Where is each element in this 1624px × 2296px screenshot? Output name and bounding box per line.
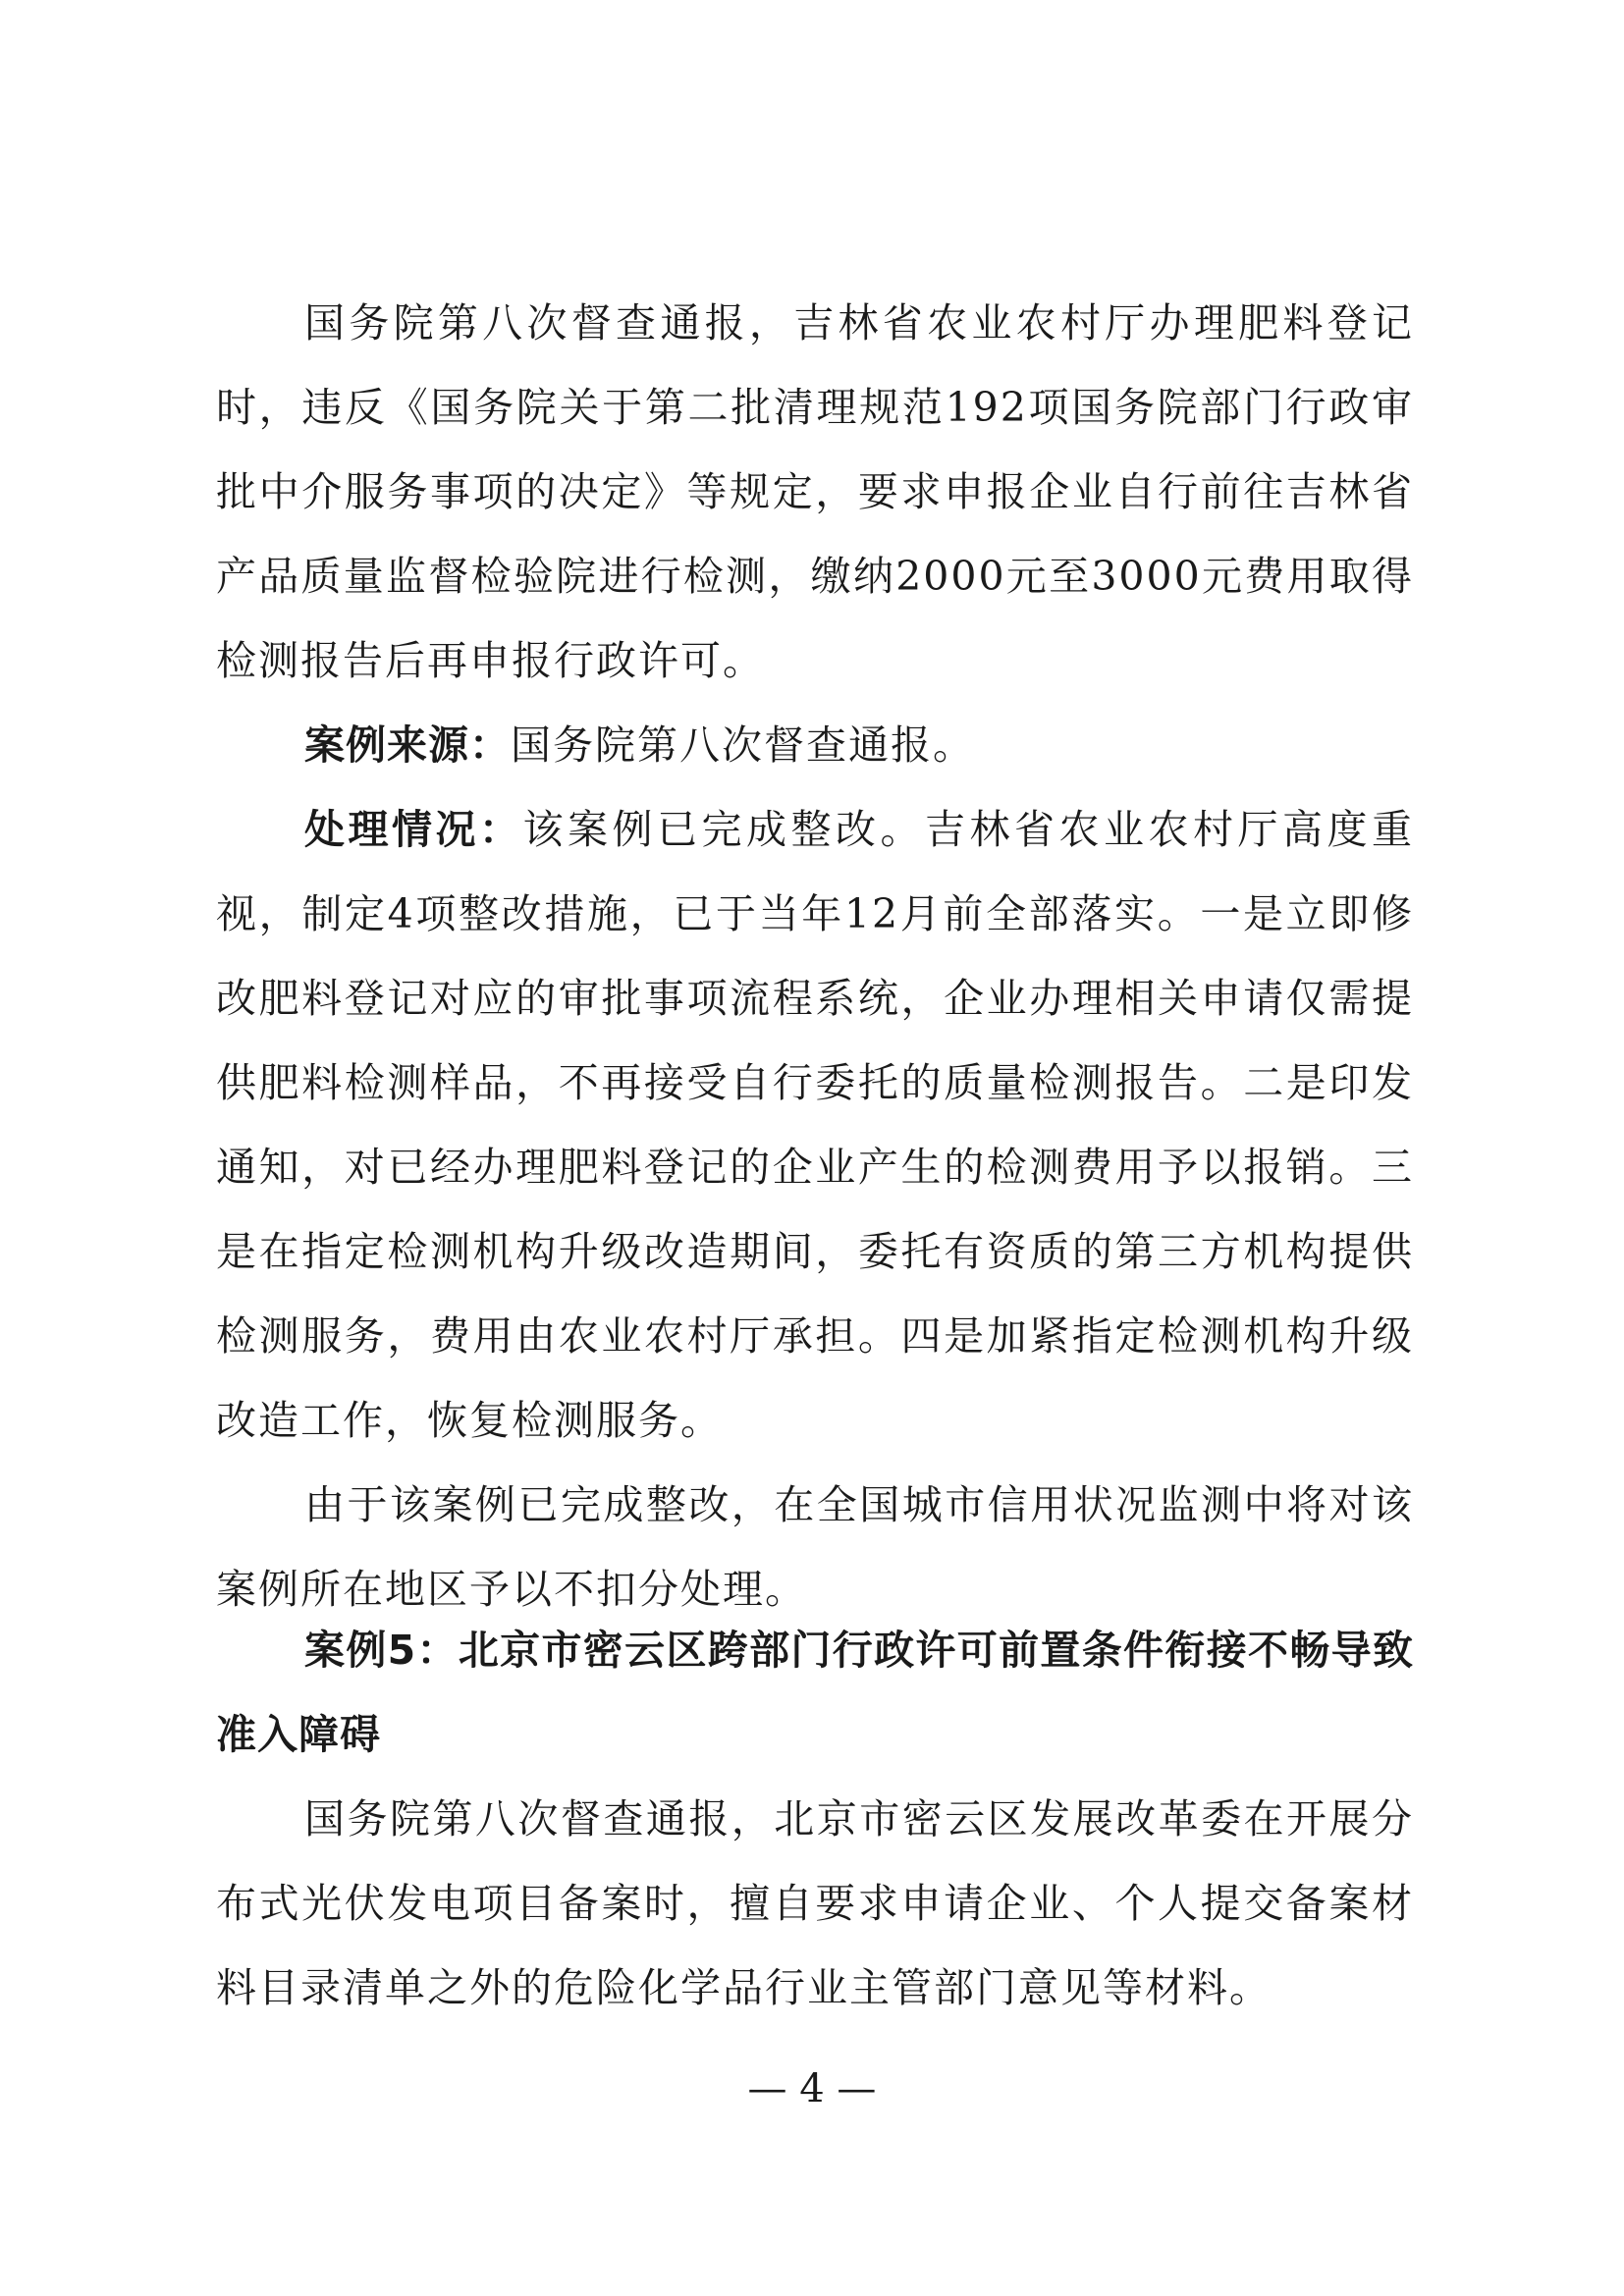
handling-text: 该案例已完成整改。吉林省农业农村厅高度重视，制定4项整改措施，已于当年12月前全部落实。一是立即修改肥料登记对应的审批事项流程系统，企业办理相关申请仅需提供肥料检测样品，不再接受自行委托的质量检测报告。二是印发通知，对已经办理肥料登记的企业产生的检测费用予以报销。三是在指定检测机构升级改造期间，委托有资质的第三方机构提供检测服务，费用由农业农村厅承担。四是加紧指定检测机构升级改造工作，恢复检测服务。 [216,806,1414,1444]
source-text: 国务院第八次督查通报。 [511,721,975,769]
case4-body-paragraph: 国务院第八次督查通报，吉林省农业农村厅办理肥料登记时，违反《国务院关于第二批清理规范192项国务院部门行政审批中介服务事项的决定》等规定，要求申报企业自行前往吉林省产品质量监督检验院进行检测，缴纳2000元至3000元费用取得检测报告后再申报行政许可。 [216,299,1414,684]
case5-section [216,1608,1414,2030]
case4-handling-paragraph [216,787,1414,1463]
case4-source-paragraph [216,703,1414,787]
case4-conclusion-paragraph: 由于该案例已完成整改，在全国城市信用状况监测中将对该案例所在地区予以不扣分处理。 [216,1481,1414,1613]
case5-body-paragraph: 国务院第八次督查通报，北京市密云区发展改革委在开展分布式光伏发电项目备案时，擅自要求申请企业、个人提交备案材料目录清单之外的危险化学品行业主管部门意见等材料。 [216,1795,1414,2011]
case5-heading: 案例5：北京市密云区跨部门行政许可前置条件衔接不畅导致准入障碍 [216,1627,1414,1758]
source-label: 案例来源： [304,721,511,769]
case4-section [216,281,1414,1631]
page-number: — 4 — [747,2066,877,2111]
handling-label: 处理情况： [304,806,523,853]
